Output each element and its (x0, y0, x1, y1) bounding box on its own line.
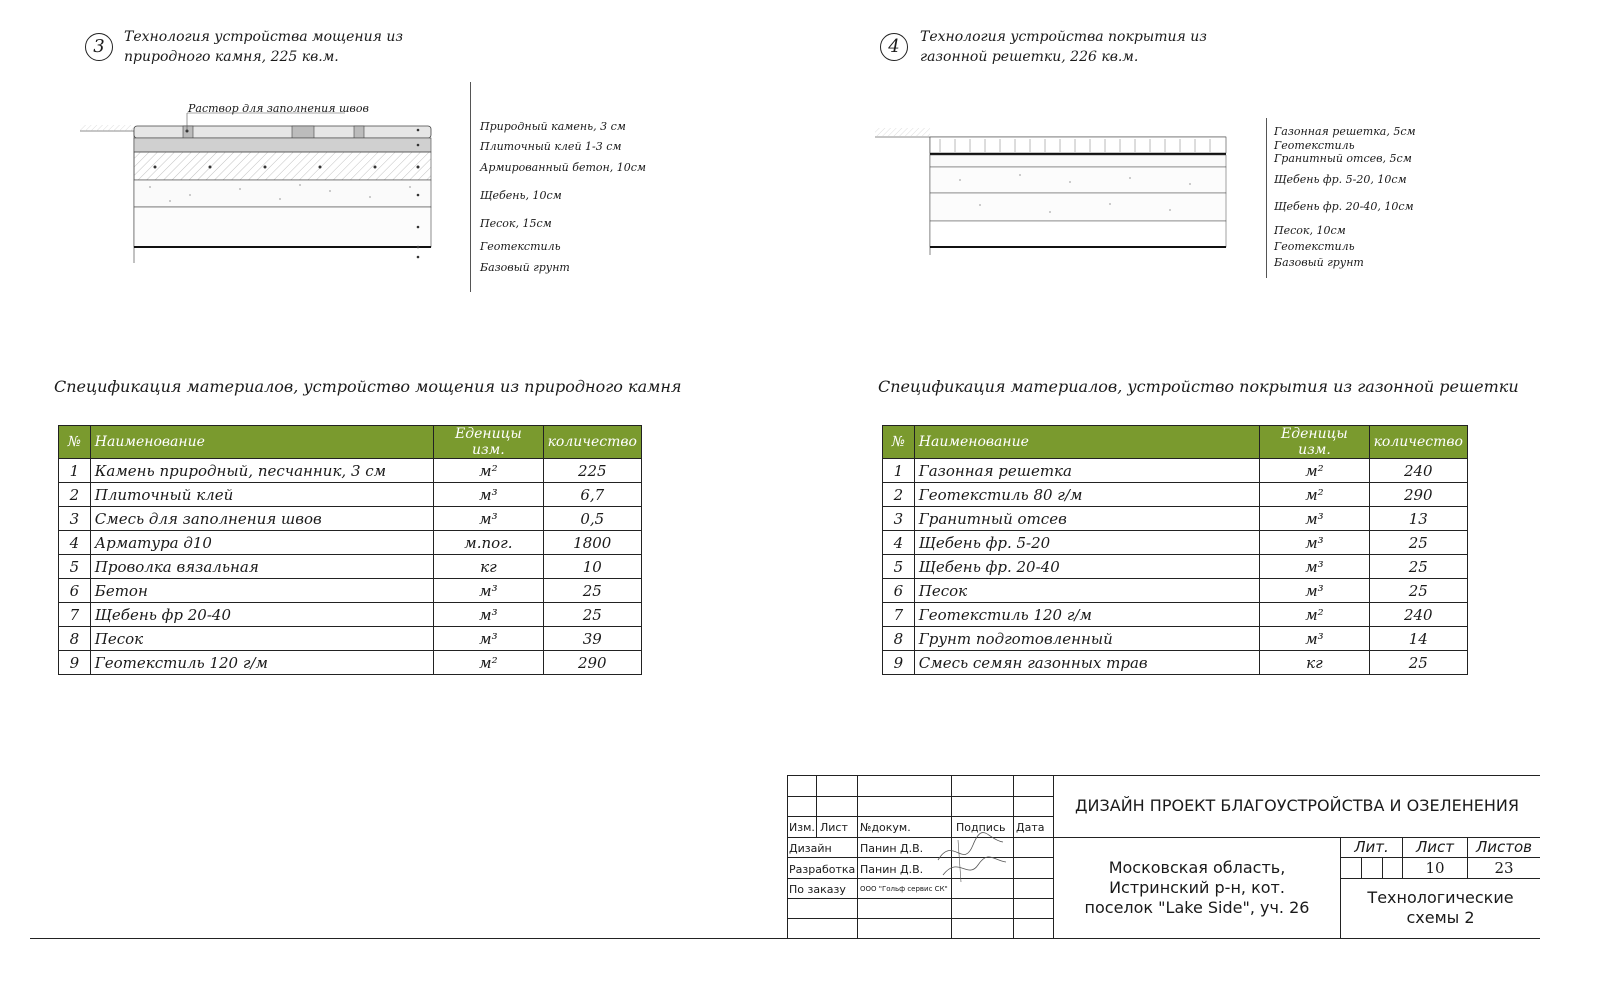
table-cell: м² (434, 651, 543, 675)
table-cell: м² (1260, 483, 1369, 507)
col-header: количество (1369, 426, 1467, 459)
document-title-line: Технологические (1367, 888, 1514, 907)
layer-label: Базовый грунт (480, 261, 570, 274)
lawn-grid-cross-section (870, 120, 1240, 265)
table-cell: м³ (1260, 627, 1369, 651)
table-cell: кг (1260, 651, 1369, 675)
table-cell: м³ (1260, 555, 1369, 579)
tb-line (787, 796, 1053, 797)
layer-label: Геотекстиль (1274, 240, 1355, 253)
table-cell: 5 (883, 555, 915, 579)
project-title: ДИЗАЙН ПРОЕКТ БЛАГОУСТРОЙСТВА И ОЗЕЛЕНЕНИЯ (1075, 796, 1519, 815)
table-cell: 3 (59, 507, 91, 531)
address-line: поселок "Lake Side", уч. 26 (1084, 898, 1310, 917)
table-row (59, 507, 642, 531)
table-row (883, 603, 1468, 627)
table-cell: 25 (1369, 651, 1467, 675)
table-cell: Проволка вязальная (90, 555, 433, 579)
table-cell: Смесь для заполнения швов (90, 507, 433, 531)
table-cell: кг (434, 555, 543, 579)
layer-label: Щебень фр. 20-40, 10см (1274, 200, 1414, 213)
table-cell: 25 (1369, 531, 1467, 555)
table-cell: 25 (543, 579, 641, 603)
col-header: Наименование (914, 426, 1260, 459)
col-header: Еденицы изм. (434, 426, 543, 459)
table-row (883, 531, 1468, 555)
tb-line (1361, 857, 1362, 878)
table-cell: 25 (543, 603, 641, 627)
table-cell: 5 (59, 555, 91, 579)
table-header-row (59, 426, 642, 459)
table-row (59, 555, 642, 579)
table-row (883, 555, 1468, 579)
table-cell: 10 (543, 555, 641, 579)
spec-title: Спецификация материалов, устройство покрытия из газонной решетки (878, 377, 1519, 396)
tb-line (787, 878, 1053, 879)
table-cell: Плиточный клей (90, 483, 433, 507)
section-title (920, 27, 1207, 67)
table-cell: Песок (914, 579, 1260, 603)
layer-label: Щебень фр. 5-20, 10см (1274, 173, 1407, 186)
layer-label: Геотекстиль (1274, 139, 1355, 152)
table-row (59, 483, 642, 507)
table-row (883, 507, 1468, 531)
sheet-label: Лист (1415, 838, 1454, 856)
table-cell: Щебень фр. 20-40 (914, 555, 1260, 579)
table-cell: 2 (883, 483, 915, 507)
lit-label: Лит. (1354, 838, 1389, 856)
spec-table-lawn-grid (882, 425, 1468, 675)
table-cell: Щебень фр 20-40 (90, 603, 433, 627)
table-row (59, 603, 642, 627)
section-title-line: Технология устройства мощения из (124, 29, 403, 45)
table-cell: м³ (434, 627, 543, 651)
table-cell: Гранитный отсев (914, 507, 1260, 531)
table-row (883, 627, 1468, 651)
layer-label: Песок, 15см (480, 217, 552, 230)
row-design-label: Дизайн (789, 842, 832, 855)
table-cell: м³ (434, 603, 543, 627)
table-row (59, 627, 642, 651)
table-cell: м³ (434, 483, 543, 507)
table-cell: 13 (1369, 507, 1467, 531)
col-signature-label: Подпись (956, 821, 1006, 834)
table-cell: 9 (59, 651, 91, 675)
col-header: № (883, 426, 915, 459)
tb-line (1340, 857, 1540, 858)
table-cell: 6 (59, 579, 91, 603)
col-header: № (59, 426, 91, 459)
developer-name: Панин Д.В. (860, 863, 924, 876)
table-cell: 7 (883, 603, 915, 627)
table-cell: Камень природный, песчанник, 3 см (90, 459, 433, 483)
table-cell: 6 (883, 579, 915, 603)
table-cell: 0,5 (543, 507, 641, 531)
document-title-line: схемы 2 (1406, 908, 1475, 927)
table-cell: 14 (1369, 627, 1467, 651)
table-cell: 6,7 (543, 483, 641, 507)
project-address (1054, 858, 1340, 918)
address-line: Истринский р-н, кот. (1109, 878, 1285, 897)
table-cell: Геотекстиль 120 г/м (914, 603, 1260, 627)
table-cell: 9 (883, 651, 915, 675)
col-docum-label: №докум. (860, 821, 911, 834)
table-cell: Смесь семян газонных трав (914, 651, 1260, 675)
layer-label: Природный камень, 3 см (480, 120, 626, 133)
col-header: Наименование (90, 426, 433, 459)
document-title (1341, 888, 1540, 928)
table-row (883, 459, 1468, 483)
address-line: Московская область, (1108, 858, 1286, 877)
section-number-badge: 3 (85, 33, 113, 61)
table-cell: 2 (59, 483, 91, 507)
table-row (59, 579, 642, 603)
table-cell: 1800 (543, 531, 641, 555)
tb-line (787, 816, 1053, 817)
col-date-label: Дата (1016, 821, 1045, 834)
section-title (124, 27, 403, 67)
table-header-row (883, 426, 1468, 459)
tb-line (787, 857, 1053, 858)
layer-label: Щебень, 10см (480, 189, 562, 202)
table-cell: Грунт подготовленный (914, 627, 1260, 651)
paving-cross-section (70, 95, 470, 270)
table-cell: 4 (883, 531, 915, 555)
sheets-label: Листов (1475, 838, 1533, 856)
table-cell: 39 (543, 627, 641, 651)
table-row (59, 651, 642, 675)
table-cell: м³ (434, 579, 543, 603)
table-cell: Геотекстиль 80 г/м (914, 483, 1260, 507)
table-cell: 4 (59, 531, 91, 555)
layer-label: Газонная решетка, 5см (1274, 125, 1416, 138)
section-title-line: Технология устройства покрытия из (920, 29, 1207, 45)
table-row (883, 651, 1468, 675)
divider-line (1266, 118, 1267, 278)
client-name: ООО "Гольф сервис СК" (860, 885, 948, 893)
layer-label: Базовый грунт (1274, 256, 1364, 269)
table-cell: 25 (1369, 555, 1467, 579)
table-cell: 240 (1369, 603, 1467, 627)
table-cell: Песок (90, 627, 433, 651)
table-cell: 290 (1369, 483, 1467, 507)
sheets-count: 23 (1494, 859, 1514, 877)
designer-name: Панин Д.В. (860, 842, 924, 855)
section-title-line: газонной решетки, 226 кв.м. (920, 49, 1139, 65)
section-number-badge: 4 (880, 33, 908, 61)
tb-line (787, 918, 1053, 919)
table-cell: 25 (1369, 579, 1467, 603)
table-cell: 290 (543, 651, 641, 675)
signature-mark (928, 830, 1008, 885)
joint-label: Раствор для заполнения швов (188, 102, 369, 115)
table-cell: м² (1260, 603, 1369, 627)
layer-label: Армированный бетон, 10см (480, 161, 647, 174)
col-header: Еденицы изм. (1260, 426, 1369, 459)
table-row (883, 579, 1468, 603)
table-cell: м³ (1260, 531, 1369, 555)
tb-line (1382, 857, 1383, 878)
tb-line (816, 775, 817, 837)
spec-title: Спецификация материалов, устройство мощения из природного камня (54, 377, 682, 396)
tb-line (787, 898, 1053, 899)
table-cell: м² (434, 459, 543, 483)
tb-line (787, 837, 1053, 838)
table-cell: 225 (543, 459, 641, 483)
col-header: количество (543, 426, 641, 459)
table-cell: м³ (1260, 579, 1369, 603)
table-cell: Арматура д10 (90, 531, 433, 555)
table-cell: 240 (1369, 459, 1467, 483)
col-izm-label: Изм. (789, 821, 815, 834)
table-cell: 1 (59, 459, 91, 483)
layer-label: Песок, 10см (1274, 224, 1346, 237)
table-cell: 8 (59, 627, 91, 651)
row-order-label: По заказу (789, 883, 846, 896)
table-cell: Геотекстиль 120 г/м (90, 651, 433, 675)
frame-bottom-line (30, 938, 1540, 939)
layer-label: Гранитный отсев, 5см (1274, 152, 1412, 165)
table-cell: Щебень фр. 5-20 (914, 531, 1260, 555)
divider-line (470, 82, 471, 292)
col-list-label: Лист (820, 821, 848, 834)
table-cell: 7 (59, 603, 91, 627)
table-cell: 8 (883, 627, 915, 651)
table-cell: м² (1260, 459, 1369, 483)
table-cell: м.пог. (434, 531, 543, 555)
table-row (883, 483, 1468, 507)
layer-label: Геотекстиль (480, 240, 561, 253)
table-row (59, 531, 642, 555)
row-develop-label: Разработка (789, 863, 856, 876)
sheet-number: 10 (1425, 859, 1445, 877)
spec-table-stone (58, 425, 642, 675)
table-row (59, 459, 642, 483)
table-cell: 1 (883, 459, 915, 483)
table-cell: м³ (434, 507, 543, 531)
table-cell: Бетон (90, 579, 433, 603)
section-title-line: природного камня, 225 кв.м. (124, 49, 339, 65)
table-cell: Газонная решетка (914, 459, 1260, 483)
tb-line (1340, 878, 1540, 879)
table-cell: 3 (883, 507, 915, 531)
table-cell: м³ (1260, 507, 1369, 531)
layer-label: Плиточный клей 1-3 см (480, 140, 622, 153)
tb-line (787, 775, 1540, 776)
